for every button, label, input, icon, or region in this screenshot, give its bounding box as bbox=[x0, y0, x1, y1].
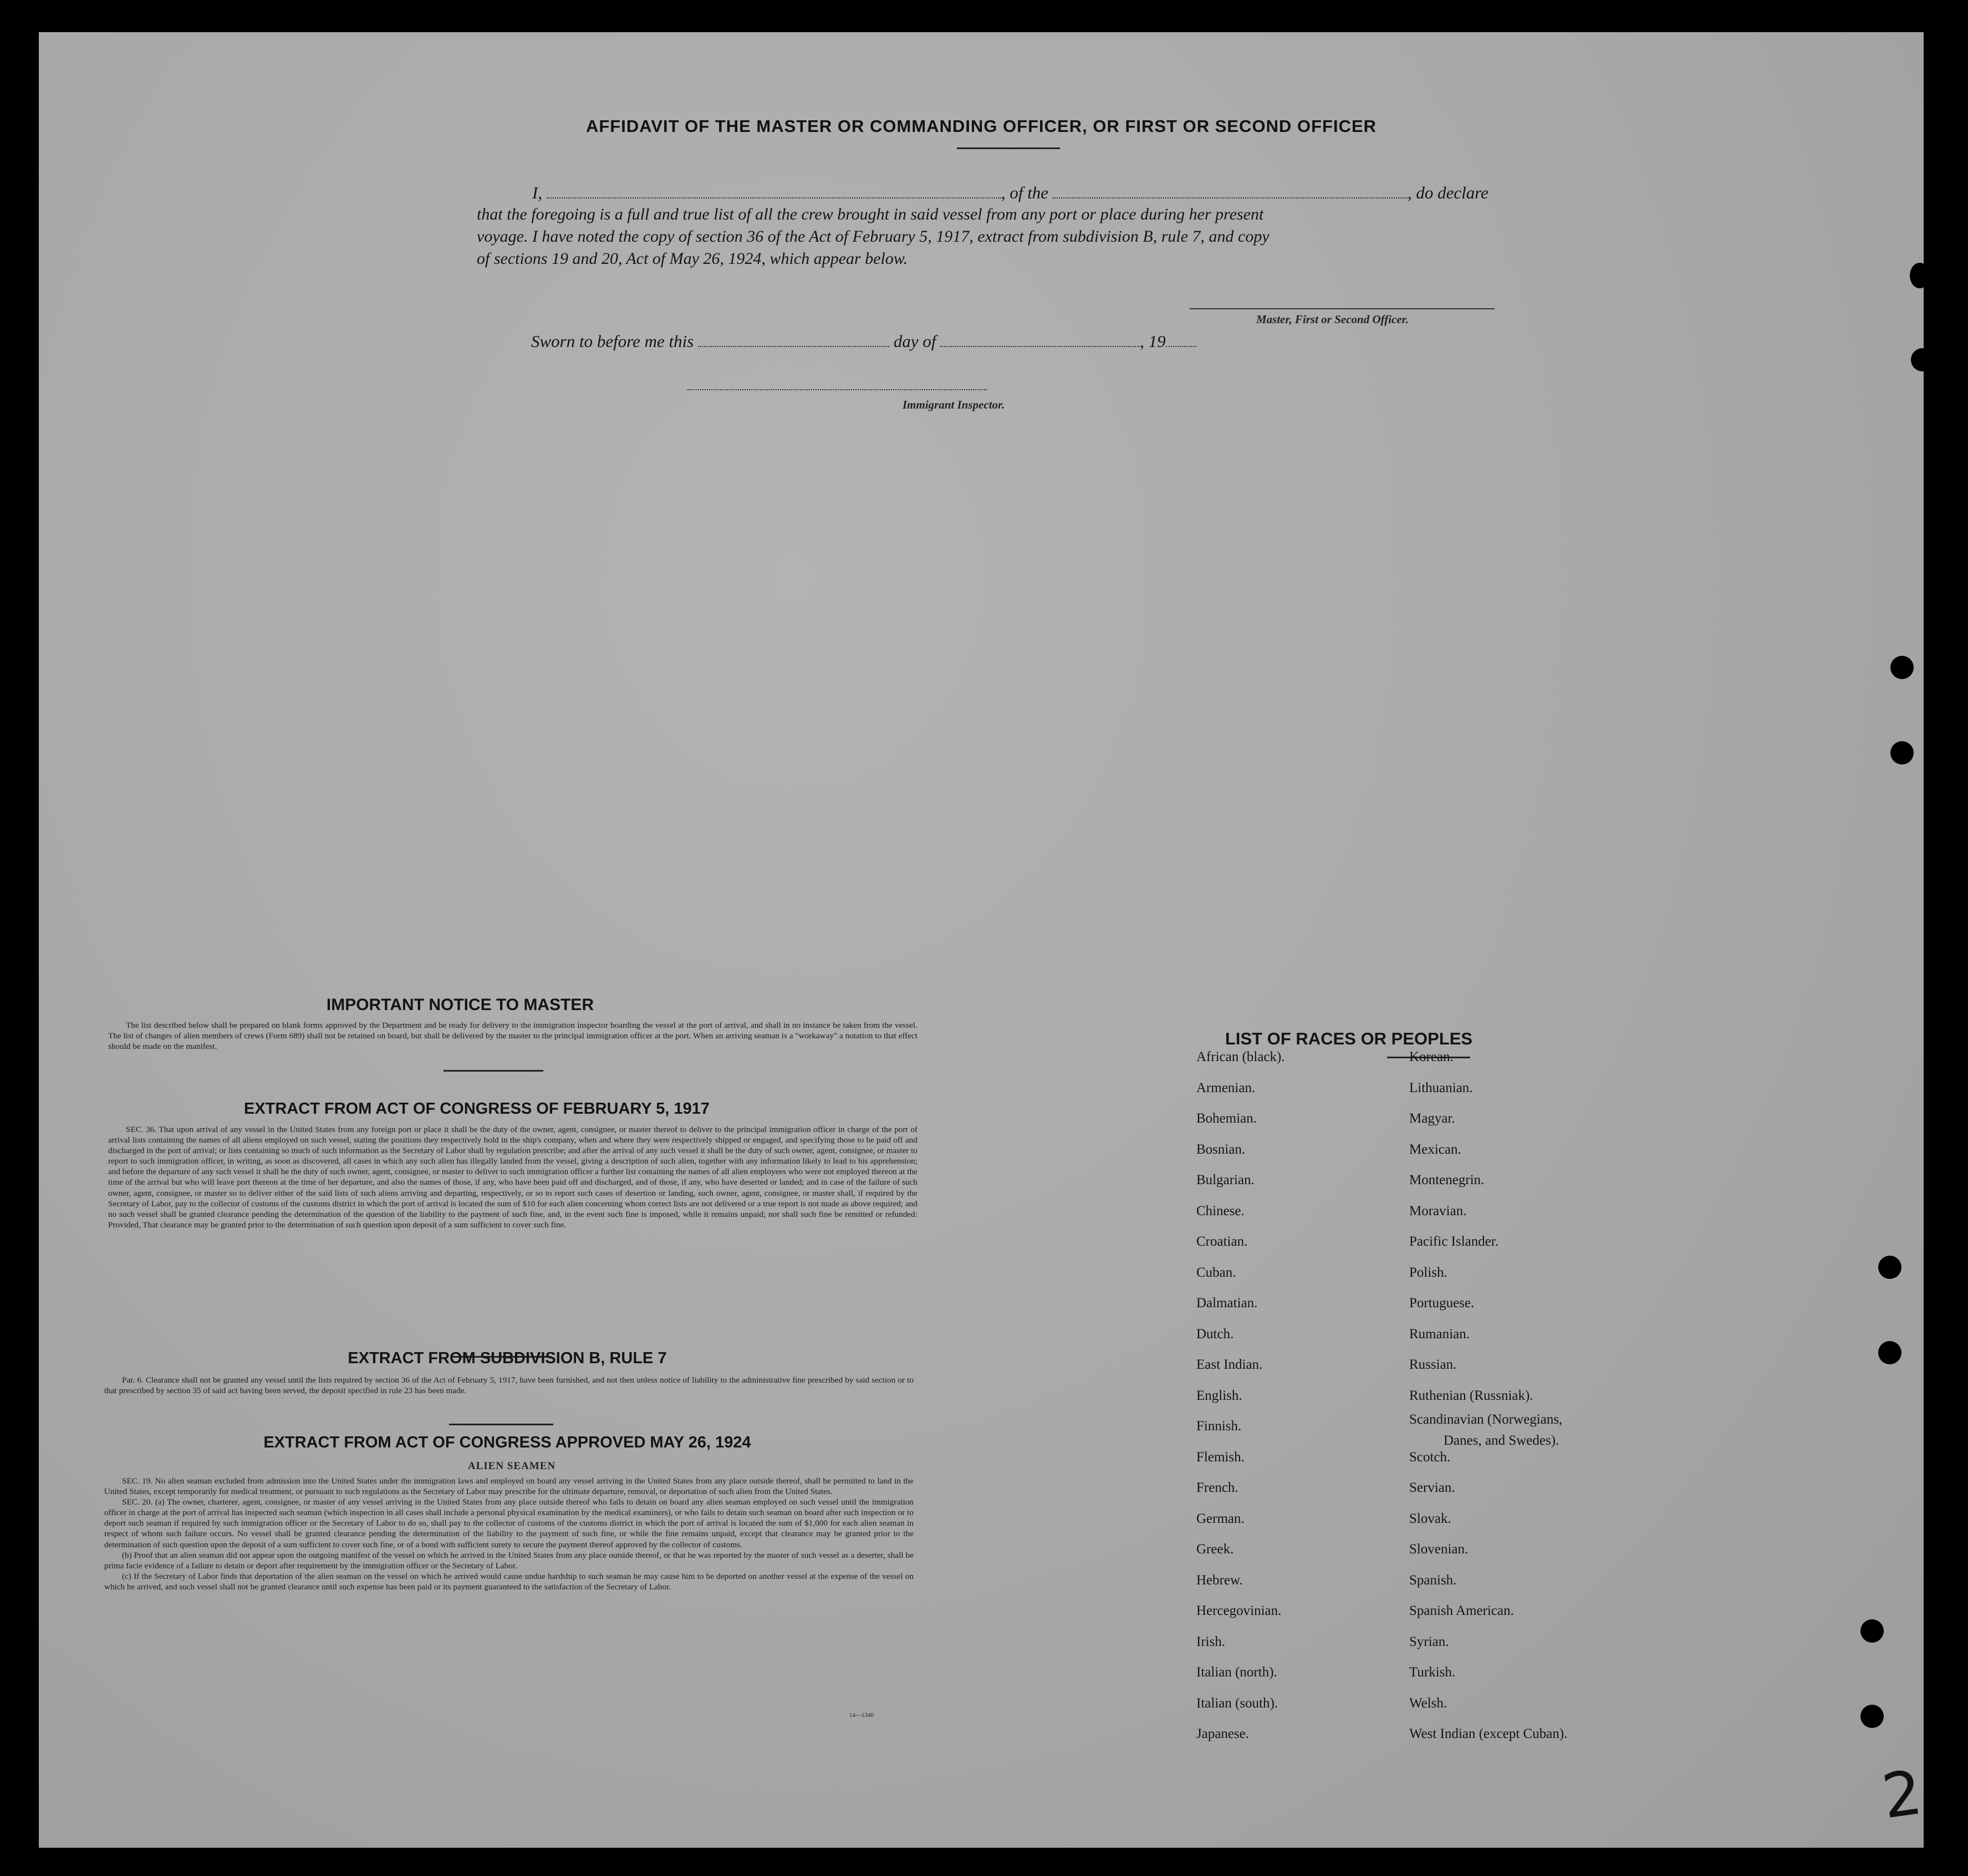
race-item: Rumanian. bbox=[1409, 1326, 1470, 1342]
races-title: LIST OF RACES OR PEOPLES bbox=[1225, 1029, 1473, 1048]
race-item: Danes, and Swedes). bbox=[1444, 1433, 1559, 1448]
race-item: Spanish American. bbox=[1409, 1603, 1514, 1618]
document-page bbox=[39, 32, 1924, 1848]
punch-hole bbox=[1890, 656, 1914, 679]
race-item: Korean. bbox=[1409, 1049, 1454, 1064]
race-item: Bohemian. bbox=[1196, 1111, 1257, 1126]
race-item: Slovak. bbox=[1409, 1511, 1451, 1526]
race-item: Finnish. bbox=[1196, 1419, 1242, 1434]
race-item: Mexican. bbox=[1409, 1141, 1461, 1157]
race-item: Spanish. bbox=[1409, 1572, 1457, 1588]
race-item: Dalmatian. bbox=[1196, 1296, 1258, 1311]
punch-hole bbox=[1878, 1256, 1901, 1279]
race-item: Hercegovinian. bbox=[1196, 1603, 1282, 1618]
form-number: 14—1340 bbox=[849, 1712, 874, 1719]
race-item: Welsh. bbox=[1409, 1695, 1447, 1711]
race-item: Syrian. bbox=[1409, 1634, 1449, 1649]
year-label: , 19 bbox=[1140, 332, 1166, 351]
inspector-signature-line[interactable] bbox=[687, 389, 987, 390]
race-item: Turkish. bbox=[1409, 1665, 1456, 1680]
sworn-month-field[interactable] bbox=[940, 335, 1140, 347]
title-rule bbox=[957, 147, 1060, 149]
race-item: Montenegrin. bbox=[1409, 1172, 1485, 1187]
i-label: I, bbox=[532, 183, 543, 202]
race-item: Polish. bbox=[1409, 1265, 1447, 1280]
race-item: African (black). bbox=[1196, 1049, 1285, 1064]
extract-rule7-text bbox=[104, 1375, 914, 1396]
race-item: Japanese. bbox=[1196, 1726, 1250, 1741]
declarant-line bbox=[532, 183, 1488, 203]
alien-seamen-subtitle: ALIEN SEAMEN bbox=[468, 1460, 556, 1472]
race-item: Moravian. bbox=[1409, 1203, 1467, 1219]
punch-hole bbox=[1890, 741, 1914, 764]
par6-paragraph: Par. 6. Clearance shall not be granted any vessel until the lists required by section 36 of the Act of February 5, 1917, have been furnished, and not then unless notice of liability to the administrative fine prescribed by said section or to that prescribed by section 35 of said act having been served, the deposit specified in rule 23 has been made. bbox=[104, 1375, 914, 1396]
sec20c-paragraph: (c) If the Secretary of Labor finds that deportation of the alien seaman on the vessel on which he arrived would cause undue hardship to such seaman he may cause him to be deported on another vessel at the expense of the vessel on which he arrived, and such vessel shall not be granted clearance until such expense has been paid or its payment guaranteed to the satisfaction of the Secretary of Labor. bbox=[104, 1571, 914, 1592]
notice-title: IMPORTANT NOTICE TO MASTER bbox=[326, 996, 594, 1014]
race-item: Bosnian. bbox=[1196, 1141, 1246, 1157]
of-the-label: , of the bbox=[1001, 183, 1049, 202]
race-item: Pacific Islander. bbox=[1409, 1234, 1499, 1249]
race-item: Italian (south). bbox=[1196, 1695, 1278, 1711]
race-item: French. bbox=[1196, 1480, 1238, 1495]
race-item: Croatian. bbox=[1196, 1234, 1248, 1249]
punch-hole bbox=[1911, 348, 1934, 371]
extract-1917-text bbox=[108, 1124, 917, 1230]
extract-1917-title: EXTRACT FROM ACT OF CONGRESS OF FEBRUARY 5, 1917 bbox=[243, 1100, 710, 1118]
inspector-label: Immigrant Inspector. bbox=[903, 398, 1005, 411]
race-item: Dutch. bbox=[1196, 1326, 1234, 1342]
extract-1924-text bbox=[104, 1476, 914, 1592]
race-item: West Indian (except Cuban). bbox=[1409, 1726, 1568, 1741]
notice-paragraph: The list described below shall be prepared on blank forms approved by the Department and be ready for delivery to the immigration inspector boarding the vessel at the port of arrival, and shall in no instance be taken from the vessel. The list of changes of alien members of crews (Form 689) shall not be retained on board, but shall be delivered by the master to the principal immigration officer at the port. When an arriving seaman is a "workaway" a notation to that effect should be made on the manifest. bbox=[108, 1021, 917, 1052]
declarant-name-field[interactable] bbox=[547, 186, 1001, 198]
race-item: Flemish. bbox=[1196, 1449, 1245, 1465]
race-item: Scandinavian (Norwegians, bbox=[1409, 1412, 1563, 1427]
sec19-paragraph: SEC. 19. No alien seaman excluded from admission into the United States under the immigration laws and employed on board any vessel arriving in the United States from any place outside thereof, shall be permitted to land in the United States, except temporarily for medical treatment, or pursuant to such regulations as the Secretary of Labor may prescribe for the ultimate departure, removal, or deportation of such alien from the United States. bbox=[104, 1476, 914, 1497]
race-item: Russian. bbox=[1409, 1357, 1457, 1372]
master-signature-label: Master, First or Second Officer. bbox=[1256, 313, 1409, 326]
notice-text bbox=[108, 1020, 917, 1052]
race-item: Armenian. bbox=[1196, 1080, 1256, 1095]
day-of-label: day of bbox=[893, 332, 936, 351]
race-item: East Indian. bbox=[1196, 1357, 1263, 1372]
sec20b-paragraph: (b) Proof that an alien seaman did not appear upon the outgoing manifest of the vessel on which he arrived in the United States from any place outside thereof, or that he was reported by the master of such vessel as a deserter, shall be prima facie evidence of a failure to detain or deport after requirement by the immigration officer or the Secretary of Labor. bbox=[104, 1550, 914, 1571]
race-item: Scotch. bbox=[1409, 1449, 1451, 1465]
punch-hole bbox=[1860, 1705, 1884, 1728]
sec36-paragraph: SEC. 36. That upon arrival of any vessel in the United States from any foreign port or place it shall be the duty of the owner, agent, consignee, or master thereof to deliver to the principal immigration officer in charge of the port of arrival lists containing the names of all aliens employed on such vessel, stating the positions they respectively hold in the ship's company, when and where they were respectively shipped or engaged, and specifying those to be paid off and discharged in the port of arrival; or lists containing so much of such information as the Secretary of Labor shall by regulation prescribe; and after the arrival of any such vessel it shall be the duty of such owner, agent, consignee, or master to report to such immigration officer, in writing, as soon as discovered, all cases in which any such alien has illegally landed from the vessel, giving a description of such alien, together with any information likely to lead to his apprehension; and before the departure of any such vessel it shall be the duty of such owner, agent, consignee, or master to deliver to such immigration officer a further list containing the names of all alien employees who were not employed thereon at the time of the arrival but who will leave port thereon at the time of her departure, and also the names of those, if any, who have been paid off and discharged, and of those, if any, who have deserted or landed; and in case of the failure of such owner, agent, consignee, or master so to deliver either of the said lists of such aliens arriving and departing, respectively, or so to report such cases of desertion or landing, such owner, agent, consignee, or master shall, if required by the Secretary of Labor, pay to the collector of customs of the customs district in which the port of arrival is located the sum of $10 for each alien concerning whom correct lists are not delivered or a true report is not made as above required; and no such vessel shall be granted clearance pending the determination of the question of the liability to the payment of such fine, and, in the event such fine is imposed, while it remains unpaid; nor shall such fine be remitted or refunded: Provided, That clearance may be granted prior to the determination of such question upon deposit of a sum sufficient to cover such fine. bbox=[108, 1125, 917, 1230]
race-item: English. bbox=[1196, 1388, 1242, 1403]
do-declare-label: , do declare bbox=[1407, 183, 1488, 202]
punch-hole bbox=[1860, 1619, 1884, 1643]
sec20a-paragraph: SEC. 20. (a) The owner, charterer, agent, consignee, or master of any vessel arriving in the United States from any place outside thereof who fails to detain on board any alien seaman employed on such vessel until the immigration officer in charge at the port of arrival has inspected such seaman (which inspection in all cases shall include a personal physical examination by the medical examiners), or who fails to detain such seaman on board after such inspection or to deport such seaman if required by such immigration officer or the Secretary of Labor to do so, shall pay to the collector of customs of the customs district in which the port of arrival is located the sum of $1,000 for each alien seaman in respect of whom such failure occurs. No vessel shall be granted clearance pending the determination of the liability to the payment of such fine, or while the fine remains unpaid, except that clearance may be granted prior to the determination of such question upon the deposit of a sum sufficient to cover such fine, or of a bond with sufficient surety to secure the payment thereof approved by the collector of customs. bbox=[104, 1497, 914, 1549]
extract-rule7-title: EXTRACT FROM SUBDIVISION B, RULE 7 bbox=[348, 1349, 667, 1367]
race-item: Servian. bbox=[1409, 1480, 1455, 1495]
vessel-name-field[interactable] bbox=[1053, 186, 1408, 198]
affidavit-body-3: of sections 19 and 20, Act of May 26, 1924, which appear below. bbox=[477, 249, 908, 268]
race-item: Hebrew. bbox=[1196, 1572, 1243, 1588]
affidavit-title: AFFIDAVIT OF THE MASTER OR COMMANDING OFFICER, OR FIRST OR SECOND OFFICER bbox=[585, 116, 1377, 136]
sworn-label: Sworn to before me this bbox=[531, 332, 694, 351]
affidavit-body-1: that the foregoing is a full and true list of all the crew brought in said vessel from any port or place during her present bbox=[477, 205, 1264, 223]
punch-hole bbox=[1878, 1341, 1901, 1364]
race-item: Chinese. bbox=[1196, 1203, 1245, 1219]
page-number: 2 bbox=[1878, 1756, 1926, 1833]
master-signature-line[interactable] bbox=[1190, 308, 1495, 309]
race-item: Magyar. bbox=[1409, 1111, 1455, 1126]
section-divider bbox=[443, 1070, 543, 1072]
extract-1924-title: EXTRACT FROM ACT OF CONGRESS APPROVED MAY 26, 1924 bbox=[263, 1434, 751, 1451]
race-item: German. bbox=[1196, 1511, 1245, 1526]
race-item: Ruthenian (Russniak). bbox=[1409, 1388, 1533, 1403]
sworn-line bbox=[531, 332, 1196, 351]
race-item: Lithuanian. bbox=[1409, 1080, 1473, 1095]
section-divider bbox=[449, 1424, 553, 1425]
sworn-year-field[interactable] bbox=[1166, 335, 1196, 347]
race-item: Greek. bbox=[1196, 1542, 1234, 1557]
race-item: Cuban. bbox=[1196, 1265, 1236, 1280]
race-item: Italian (north). bbox=[1196, 1665, 1277, 1680]
affidavit-body-2: voyage. I have noted the copy of section 36 of the Act of February 5, 1917, extract from subdivision B, rule 7, and copy bbox=[477, 227, 1269, 246]
race-item: Bulgarian. bbox=[1196, 1172, 1255, 1187]
race-item: Irish. bbox=[1196, 1634, 1226, 1649]
race-item: Slovenian. bbox=[1409, 1542, 1469, 1557]
sworn-day-field[interactable] bbox=[698, 335, 889, 347]
punch-hole bbox=[1910, 263, 1930, 288]
race-item: Portuguese. bbox=[1409, 1296, 1475, 1311]
